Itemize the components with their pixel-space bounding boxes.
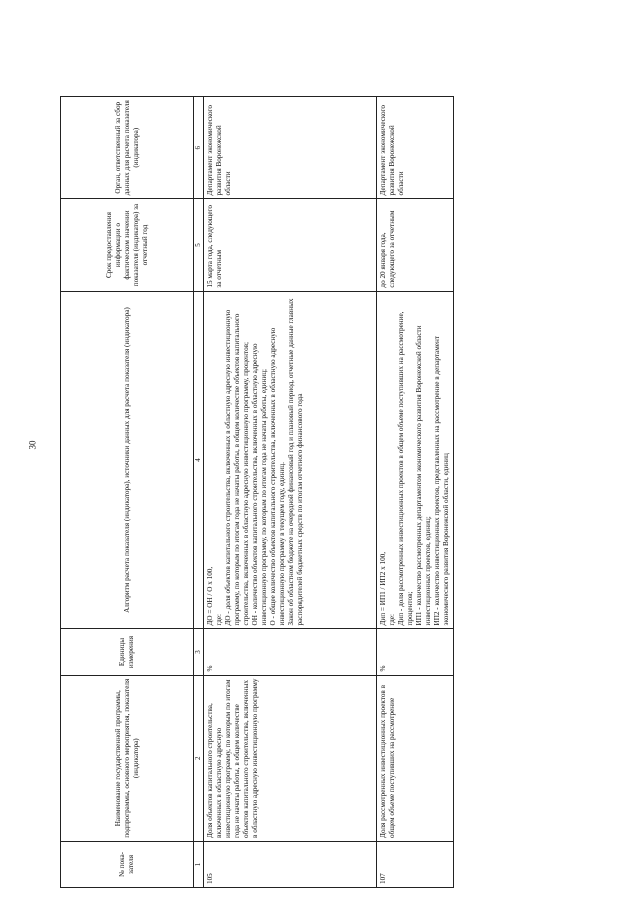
header-cell-unit: Единицы измерения <box>61 629 194 675</box>
header-cell-number: № пока-зателя <box>61 841 194 887</box>
responsible-body: Департамент экономического развития Воронежской области <box>377 97 454 199</box>
row-number: 107 <box>377 841 454 887</box>
column-number: 4 <box>194 291 204 629</box>
column-number: 1 <box>194 841 204 887</box>
indicator-name: Доля объектов капитального строительства, включенных в областную адресную инвестиционную программу, по которым по итогам года не начаты работы, в общем количестве объектов капитального строительства, включенных в областную адресную инвестиционную программу <box>204 675 377 841</box>
table-row <box>377 97 454 888</box>
deadline: 15 марта года, следующего за отчетным <box>204 199 377 291</box>
deadline: до 20 января года, следующего за отчетным <box>377 199 454 291</box>
unit: % <box>204 629 377 675</box>
indicator-name: Доля рассмотренных инвестиционных проектов в общем объеме поступивших на рассмотрение <box>377 675 454 841</box>
rotated-table-container <box>60 96 460 888</box>
header-cell-responsible: Орган, ответственный за сбор данных для расчета показателя (индикатора) <box>61 97 194 199</box>
algorithm: Дип = ИП1 / ИП2 х 100, где: Дип - доля рассмотренных инвестиционных проектов в общем объеме поступивших на рассмотрение, процентов; ИП1 - количество рассмотренных департаментом экономического развития Воронежской области инвестиционных проектов, единиц; ИП2 - количество инвестиционных проектов, представленных на рассмотрение в департамент экономического развития Воронежской области, единиц <box>377 291 454 629</box>
header-cell-algorithm: Алгоритм расчета показателя (индикатора), источники данных для расчета показателя (индикатора) <box>61 291 194 629</box>
page-number: 30 <box>27 440 38 450</box>
column-number: 5 <box>194 199 204 291</box>
indicators-table <box>60 96 454 888</box>
column-number: 2 <box>194 675 204 841</box>
header-cell-deadline: Срок предоставления информации о фактическом значении показателя (индикатора) за отчетный год <box>61 199 194 291</box>
column-number-row <box>194 97 204 888</box>
unit: % <box>377 629 454 675</box>
header-row <box>61 97 194 888</box>
table-row <box>204 97 377 888</box>
algorithm: ДО = ОН / О х 100, где: ДО - доля объектов капитального строительства, включенных в областную адресную инвестиционную программу, по которым по итогам года не начаты работы, в общем количестве объектов капитального строительства, включенных в областную адресную инвестиционную программу, процентов; ОН - количество объектов капитального строительства, включенных в областную адресную инвестиционную программу, по которым по итогам года не начаты работы, единиц; О - общее количество объектов капитального строительства, включенных в областную адресную инвестиционную программу в текущем году, единиц. Закон об областном бюджете на очередной финансовый год и плановый период, отчетные данные главных распорядителей бюджетных средств по итогам отчетного финансового года <box>204 291 377 629</box>
column-number: 3 <box>194 629 204 675</box>
responsible-body: Департамент экономического развития Воронежской области <box>204 97 377 199</box>
column-number: 6 <box>194 97 204 199</box>
header-cell-name: Наименование государственной программы, подпрограммы, основного мероприятия, показателя (индикатора) <box>61 675 194 841</box>
row-number: 105 <box>204 841 377 887</box>
